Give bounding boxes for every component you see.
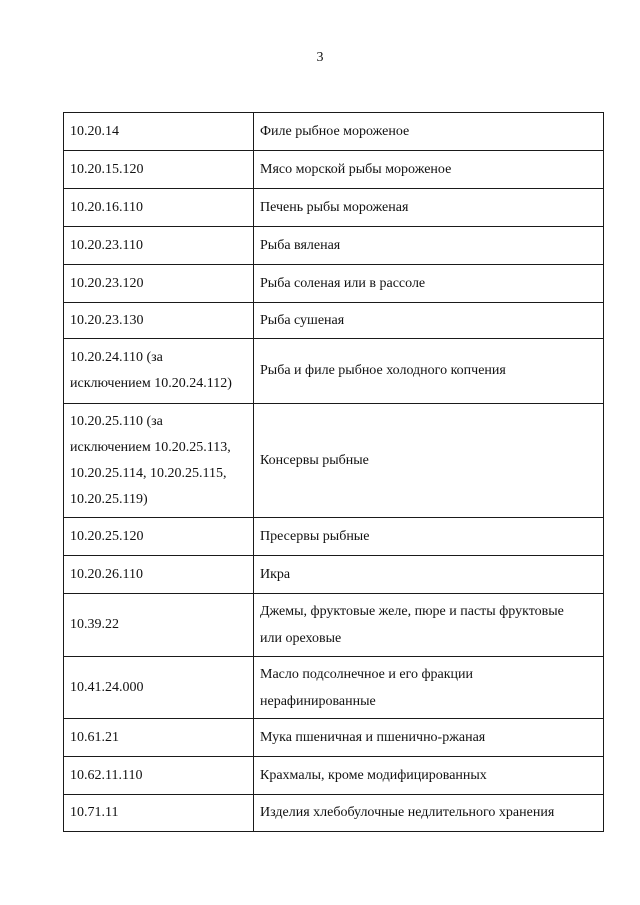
table-row [64, 303, 604, 339]
table-row [64, 657, 604, 719]
name-cell: Изделия хлебобулочные недлительного хранения [254, 795, 604, 832]
name-cell: Икра [254, 556, 604, 594]
name-cell: Рыба сушеная [254, 303, 604, 339]
table-row [64, 757, 604, 795]
code-cell: 10.20.14 [64, 113, 254, 151]
table-row [64, 227, 604, 265]
name-cell [254, 594, 604, 657]
table-row [64, 556, 604, 594]
table-row [64, 719, 604, 757]
code-line: исключением 10.20.24.112) [70, 376, 232, 391]
code-cell: 10.41.24.000 [64, 657, 254, 719]
code-cell: 10.20.26.110 [64, 556, 254, 594]
code-cell: 10.20.23.130 [64, 303, 254, 339]
product-code-table [63, 112, 604, 832]
code-line: 10.20.25.110 (за [70, 413, 163, 429]
code-cell [64, 404, 254, 518]
code-cell: 10.20.23.120 [64, 265, 254, 303]
name-cell: Пресервы рыбные [254, 518, 604, 556]
name-cell: Рыба вяленая [254, 227, 604, 265]
code-cell: 10.20.15.120 [64, 151, 254, 189]
code-cell: 10.61.21 [64, 719, 254, 757]
code-line: исключением 10.20.25.113, [70, 439, 231, 455]
name-line: или ореховые [260, 631, 342, 646]
code-line: 10.20.25.114, 10.20.25.115, [70, 465, 227, 481]
page-number: 3 [316, 50, 324, 65]
code-line: 10.20.24.110 (за [70, 350, 163, 365]
name-cell: Рыба и филе рыбное холодного копчения [254, 339, 604, 404]
name-line: Масло подсолнечное и его фракции [260, 666, 474, 682]
table-row [64, 151, 604, 189]
name-cell: Крахмалы, кроме модифицированных [254, 757, 604, 795]
table-row [64, 189, 604, 227]
name-cell: Печень рыбы мороженая [254, 189, 604, 227]
table-row [64, 795, 604, 832]
name-cell: Консервы рыбные [254, 404, 604, 518]
code-line: 10.20.25.119) [70, 491, 148, 507]
table-row [64, 518, 604, 556]
table-row [64, 265, 604, 303]
code-cell: 10.71.11 [64, 795, 254, 832]
code-cell: 10.39.22 [64, 594, 254, 657]
code-cell: 10.20.23.110 [64, 227, 254, 265]
name-cell: Рыба соленая или в рассоле [254, 265, 604, 303]
name-cell: Мясо морской рыбы мороженое [254, 151, 604, 189]
name-cell: Филе рыбное мороженое [254, 113, 604, 151]
code-cell: 10.20.16.110 [64, 189, 254, 227]
table-row [64, 113, 604, 151]
code-cell: 10.62.11.110 [64, 757, 254, 795]
name-cell: Мука пшеничная и пшенично-ржаная [254, 719, 604, 757]
name-line: Джемы, фруктовые желе, пюре и пасты фруктовые [260, 604, 564, 619]
table-row [64, 339, 604, 404]
table-row [64, 404, 604, 518]
table-row [64, 594, 604, 657]
code-cell [64, 339, 254, 404]
code-cell: 10.20.25.120 [64, 518, 254, 556]
name-cell [254, 657, 604, 719]
name-line: нерафинированные [260, 693, 376, 709]
